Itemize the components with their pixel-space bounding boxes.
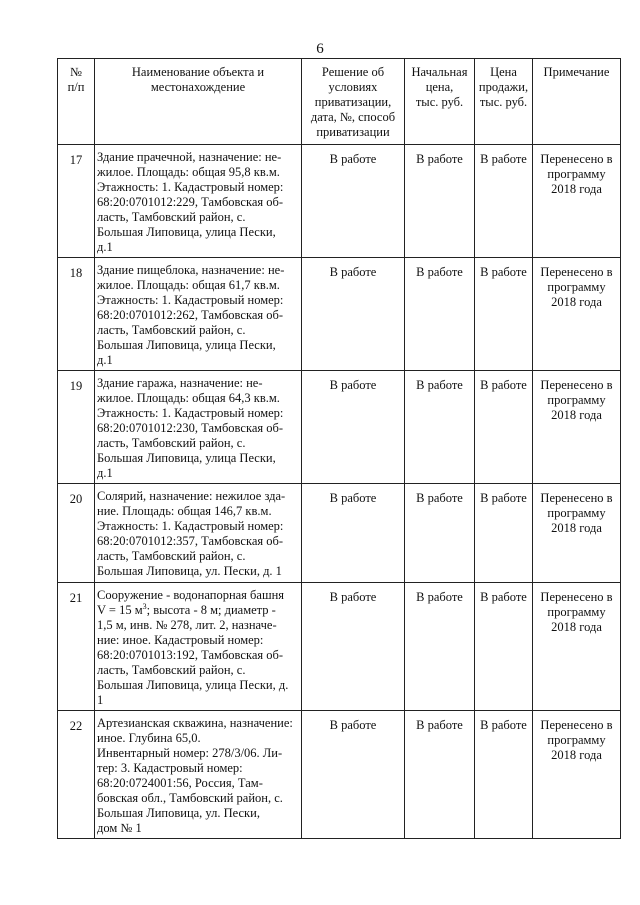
sale-price-cell: В работе bbox=[475, 371, 533, 484]
start-price-cell: В работе bbox=[405, 484, 475, 583]
row-number: 18 bbox=[58, 258, 95, 371]
object-description: Здание прачечной, назначение: не- жилое. Площадь: общая 95,8 кв.м. Этажность: 1. Кадастровый номер: 68:20:0701012:229, Тамбовская об- ласть, Тамбовский район, с. Большая Липовица, улица Пески, д.1 bbox=[95, 145, 302, 258]
table-row bbox=[58, 145, 621, 258]
table-row bbox=[58, 583, 621, 711]
table-row bbox=[58, 371, 621, 484]
note-cell: Перенесено в программу 2018 года bbox=[533, 711, 621, 839]
object-description: Артезианская скважина, назначение: иное. Глубина 65,0. Инвентарный номер: 278/3/06. Ли- тер: 3. Кадастровый номер: 68:20:0724001:56, Россия, Там- бовская обл., Тамбовский район, с. Большая Липовица, ул. Пески, дом № 1 bbox=[95, 711, 302, 839]
row-number: 22 bbox=[58, 711, 95, 839]
privatization-table bbox=[57, 58, 621, 839]
sale-price-cell: В работе bbox=[475, 258, 533, 371]
start-price-cell: В работе bbox=[405, 258, 475, 371]
row-number: 19 bbox=[58, 371, 95, 484]
column-header-name: Наименование объекта и местонахождение bbox=[95, 59, 302, 145]
decision-cell: В работе bbox=[302, 371, 405, 484]
table-header-row bbox=[58, 59, 621, 145]
sale-price-cell: В работе bbox=[475, 583, 533, 711]
column-header-start-price: Начальная цена, тыс. руб. bbox=[405, 59, 475, 145]
table-row bbox=[58, 711, 621, 839]
sale-price-cell: В работе bbox=[475, 484, 533, 583]
decision-cell: В работе bbox=[302, 258, 405, 371]
sale-price-cell: В работе bbox=[475, 145, 533, 258]
object-description: Сооружение - водонапорная башня V = 15 $м^3$; высота - 8 м; диаметр - 1,5 м, инв. № 278, лит. 2, назначе- ние: иное. Кадастровый номер: 68:20:0701013:192, Тамбовская об- ласть, Тамбовский район, с. Большая Липовица, улица Пески, д. 1 bbox=[95, 583, 302, 711]
object-description: Солярий, назначение: нежилое зда- ние. Площадь: общая 146,7 кв.м. Этажность: 1. Кадастровый номер: 68:20:0701012:357, Тамбовская об- ласть, Тамбовский район, с. Большая Липовица, ул. Пески, д. 1 bbox=[95, 484, 302, 583]
column-header-note: Примечание bbox=[533, 59, 621, 145]
note-cell: Перенесено в программу 2018 года bbox=[533, 258, 621, 371]
note-cell: Перенесено в программу 2018 года bbox=[533, 583, 621, 711]
table-row bbox=[58, 484, 621, 583]
row-number: 17 bbox=[58, 145, 95, 258]
note-cell: Перенесено в программу 2018 года bbox=[533, 484, 621, 583]
column-header-number: № п/п bbox=[58, 59, 95, 145]
decision-cell: В работе bbox=[302, 484, 405, 583]
decision-cell: В работе bbox=[302, 145, 405, 258]
start-price-cell: В работе bbox=[405, 145, 475, 258]
start-price-cell: В работе bbox=[405, 371, 475, 484]
row-number: 20 bbox=[58, 484, 95, 583]
start-price-cell: В работе bbox=[405, 583, 475, 711]
note-cell: Перенесено в программу 2018 года bbox=[533, 371, 621, 484]
sale-price-cell: В работе bbox=[475, 711, 533, 839]
column-header-sale-price: Цена продажи, тыс. руб. bbox=[475, 59, 533, 145]
page-number: 6 bbox=[316, 41, 324, 57]
note-cell: Перенесено в программу 2018 года bbox=[533, 145, 621, 258]
object-description: Здание гаража, назначение: не- жилое. Площадь: общая 64,3 кв.м. Этажность: 1. Кадастровый номер: 68:20:0701012:230, Тамбовская об- ласть, Тамбовский район, с. Большая Липовица, улица Пески, д.1 bbox=[95, 371, 302, 484]
table-row bbox=[58, 258, 621, 371]
decision-cell: В работе bbox=[302, 711, 405, 839]
decision-cell: В работе bbox=[302, 583, 405, 711]
object-description: Здание пищеблока, назначение: не- жилое. Площадь: общая 61,7 кв.м. Этажность: 1. Кадастровый номер: 68:20:0701012:262, Тамбовская об- ласть, Тамбовский район, с. Большая Липовица, улица Пески, д.1 bbox=[95, 258, 302, 371]
column-header-decision: Решение об условиях приватизации, дата, №, способ приватизации bbox=[302, 59, 405, 145]
row-number: 21 bbox=[58, 583, 95, 711]
start-price-cell: В работе bbox=[405, 711, 475, 839]
